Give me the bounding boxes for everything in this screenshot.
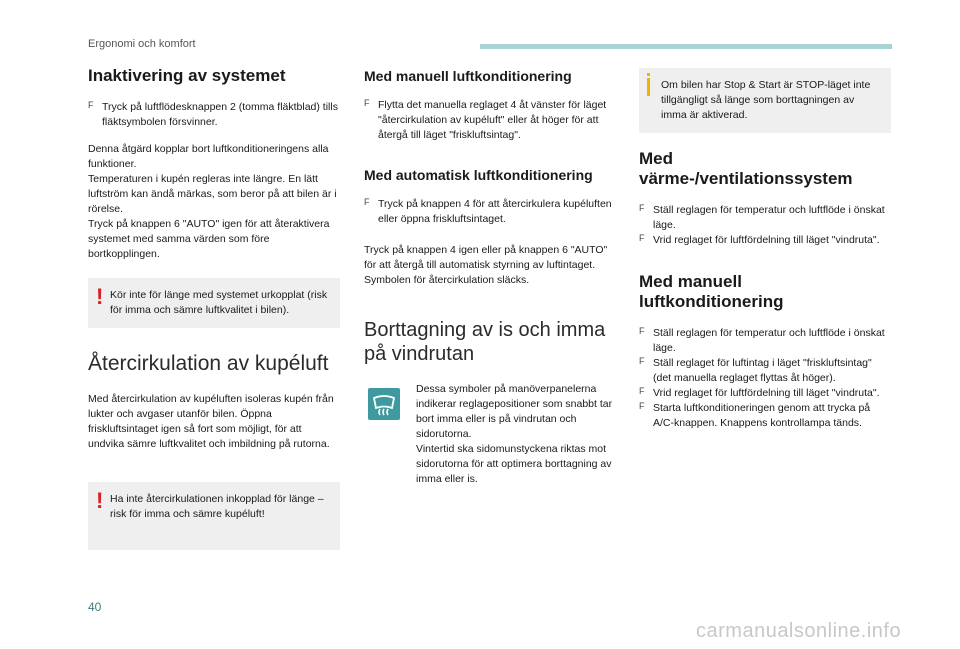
heading-varme-ventilation: Med värme-/ventilationssystem (639, 149, 853, 188)
paragraph: Tryck på knappen 4 igen eller på knappen 6 "AUTO" för att återgå till automatisk styrning av luftintaget. Symbolen för återcirkulation släcks. (364, 244, 608, 286)
header-accent-bar (480, 44, 892, 49)
bullet-mark: F (639, 326, 645, 336)
column-3 (639, 68, 891, 431)
list-item (639, 356, 891, 386)
bullet-mark: F (639, 203, 645, 213)
list-item (639, 386, 891, 401)
bullet-text: Vrid reglaget för luftfördelning till läget "vindruta". (653, 387, 880, 399)
info-icon (647, 78, 650, 96)
heading-inaktivering: Inaktivering av systemet (88, 66, 286, 85)
heading-atercirkulation: Återcirkulation av kupéluft (88, 352, 329, 375)
info-text: Om bilen har Stop & Start är STOP-läget inte tillgängligt så länge som borttagningen av imma är aktiverad. (661, 79, 871, 121)
info-box (639, 68, 891, 133)
bullet-text: Flytta det manuella reglaget 4 åt vänster för läget "återcirkulation av kupéluft" eller åt höger för att återgå till läget "friskluftsintag". (378, 99, 607, 141)
paragraph: Tryck på knappen 6 "AUTO" igen för att återaktivera systemet med samma värden som före bortkopplingen. (88, 218, 330, 260)
warning-text: Kör inte för länge med systemet urkopplat (risk för imma och sämre luftkvalitet i bilen). (110, 289, 328, 316)
section-header: Ergonomi och komfort (88, 38, 196, 50)
bullet-text: Starta luftkonditioneringen genom att trycka på A/C-knappen. Knappens kontrollampa tänds. (653, 402, 871, 429)
list-item (88, 100, 340, 130)
list-item (364, 98, 616, 143)
warning-box (88, 278, 340, 328)
list-item (364, 197, 616, 227)
paragraph: Vintertid ska sidomunstyckena riktas mot sidorutorna för att optimera borttagning av imma eller is. (416, 443, 612, 485)
bullet-text: Tryck på luftflödesknappen 2 (tomma fläktblad) tills fläktsymbolen försvinner. (102, 101, 338, 128)
bullet-mark: F (364, 98, 370, 108)
paragraph: Denna åtgärd kopplar bort luftkonditioneringens alla funktioner. (88, 143, 329, 170)
list-item (639, 326, 891, 356)
bullet-mark: F (639, 386, 645, 396)
warning-icon: ! (96, 488, 104, 513)
bullet-mark: F (639, 233, 645, 243)
bullet-text: Tryck på knappen 4 för att återcirkulera kupéluften eller öppna friskluftsintaget. (378, 198, 612, 225)
bullet-text: Vrid reglaget för luftfördelning till läget "vindruta". (653, 234, 880, 246)
list-item (639, 203, 891, 233)
warning-icon: ! (96, 284, 104, 309)
warning-text: Ha inte återcirkulationen inkopplad för länge – risk för imma och sämre kupéluft! (110, 493, 324, 520)
heading-borttagning: Borttagning av is och imma på vindrutan (364, 319, 606, 365)
column-2 (364, 68, 616, 487)
defrost-section (364, 382, 616, 487)
bullet-mark: F (88, 100, 94, 110)
bullet-text: Ställ reglagen för temperatur och luftflöde i önskat läge. (653, 327, 885, 354)
windshield-defrost-icon (368, 388, 400, 420)
column-1 (88, 62, 340, 550)
bullet-text: Ställ reglaget för luftintag i läget "friskluftsintag" (det manuella reglaget flyttas åt höger). (653, 357, 872, 384)
heading-manuell-ac-defrost: Med manuell luftkonditionering (639, 272, 784, 311)
bullet-mark: F (639, 401, 645, 411)
bullet-mark: F (639, 356, 645, 366)
watermark[interactable]: carmanualsonline.info (696, 620, 902, 642)
list-item (639, 233, 891, 248)
heading-automatisk-ac: Med automatisk luftkonditionering (364, 167, 593, 183)
paragraph: Temperaturen i kupén regleras inte längre. En lätt luftström kan ändå märkas, som beror på att bilen är i rörelse. (88, 173, 337, 215)
warning-box (88, 482, 340, 550)
bullet-text: Ställ reglagen för temperatur och luftflöde i önskat läge. (653, 204, 885, 231)
heading-manuell-ac: Med manuell luftkonditionering (364, 68, 572, 84)
list-item (639, 401, 891, 431)
bullet-mark: F (364, 197, 370, 207)
page-number: 40 (88, 600, 102, 614)
paragraph: Dessa symboler på manöverpanelerna indikerar reglagepositioner som snabbt tar bort imma eller is på vindrutan och sidorutorna. (416, 383, 613, 440)
paragraph: Med återcirkulation av kupéluften isoleras kupén från lukter och avgaser utanför bilen. Öppna friskluftsintaget igen så fort som möjligt, för att undvika sämre luftkvalitet och imbildning på rutorna. (88, 393, 334, 450)
